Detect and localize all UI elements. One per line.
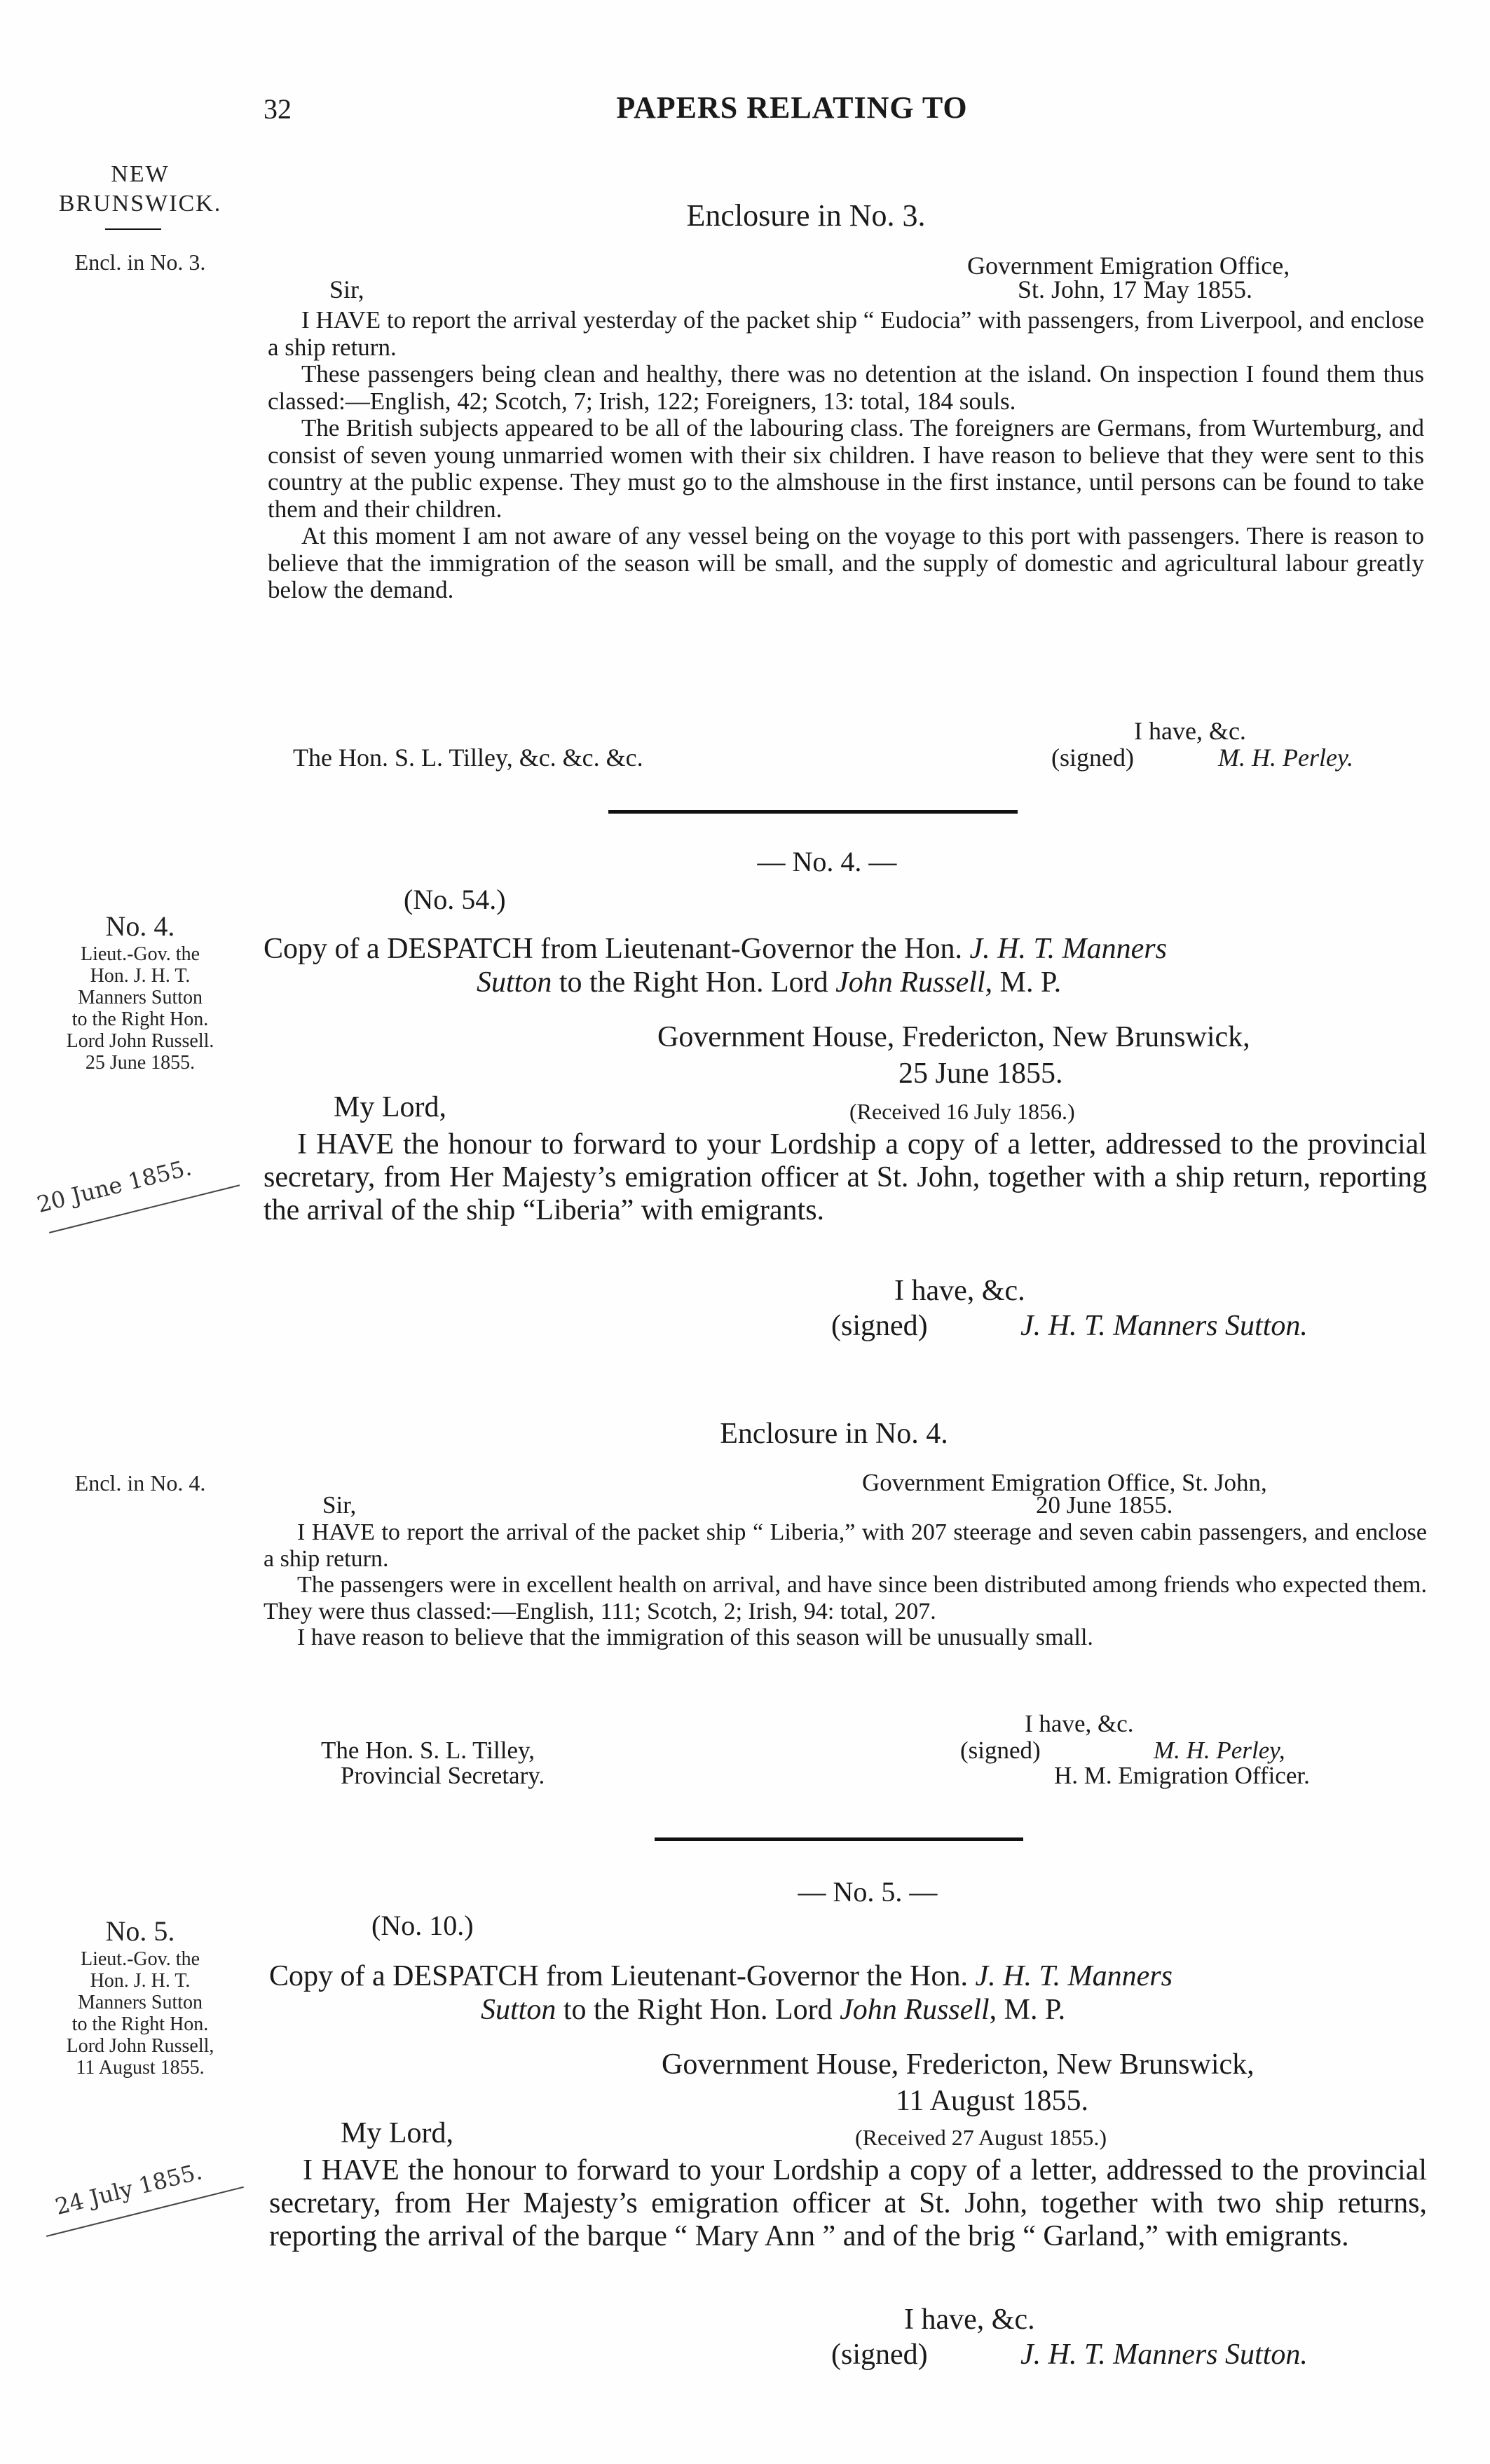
enclosure3-body	[268, 307, 1424, 604]
enclosure4-addressee2: Provincial Secretary.	[341, 1762, 545, 1789]
enclosure3-salutation: Sir,	[329, 275, 364, 303]
sidenote-no5-line: to the Right Hon.	[71, 2013, 209, 2035]
sidenote-no4-line: Lieut.-Gov. the	[80, 943, 200, 965]
enclosure4-body	[264, 1519, 1427, 1651]
sidenote-divider	[105, 228, 161, 230]
paragraph: These passengers being clean and healthy, there was no detention at the island. On inspection I found them thus classed:—English, 42; Scotch, 7; Irish, 122; Foreigners, 13: total, 184 souls.	[268, 360, 1424, 415]
no5-ref: (No. 10.)	[371, 1910, 474, 1941]
enclosure3-place-date: St. John, 17 May 1855.	[1018, 275, 1253, 303]
enclosure3-heading: Enclosure in No. 3.	[686, 198, 926, 233]
no5-place: Government House, Fredericton, New Brunswick,	[662, 2048, 1255, 2081]
no4-date: 25 June 1855.	[898, 1058, 1063, 1090]
no4-received: (Received 16 July 1856.)	[849, 1099, 1075, 1124]
no4-heading: — No. 4. —	[757, 846, 897, 877]
enclosure3-office: Government Emigration Office,	[967, 252, 1290, 280]
no4-place: Government House, Fredericton, New Brunswick,	[657, 1021, 1250, 1053]
enclosure4-heading: Enclosure in No. 4.	[720, 1418, 948, 1450]
no4-title-text: to the Right Hon. Lord	[552, 966, 836, 999]
no5-date: 11 August 1855.	[896, 2085, 1088, 2117]
signature-text: J. H. T. Manners Sutton.	[1020, 1310, 1308, 1342]
pencil-note-no5: 24 July 1855.	[52, 2158, 205, 2220]
no5-heading: — No. 5. —	[798, 1876, 938, 1908]
no5-title-name: J. H. T. Manners	[975, 1960, 1173, 1992]
no5-salutation: My Lord,	[341, 2117, 453, 2149]
enclosure4-salutation: Sir,	[322, 1491, 357, 1519]
enclosure3-signed: (signed)	[1051, 744, 1134, 772]
sidenote-no5-line: Lord John Russell,	[66, 2035, 214, 2057]
no4-title-name: Sutton	[477, 966, 552, 999]
no4-title-text: , M. P.	[985, 966, 1062, 999]
enclosure4-signature	[1154, 1737, 1285, 1765]
no4-title-name: John Russell	[835, 966, 985, 999]
sidenote-no4-line: to the Right Hon.	[71, 1008, 209, 1030]
sidenote-no5-title: No. 5.	[105, 1915, 175, 1947]
sidenote-no4-title: No. 4.	[105, 910, 175, 942]
enclosure4-office: Government Emigration Office, St. John,	[862, 1469, 1267, 1496]
no5-title-text: , M. P.	[989, 1994, 1066, 2026]
paragraph: The passengers were in excellent health on arrival, and have since been distributed among friends who expected them. They were thus classed:—English, 111; Scotch, 2; Irish, 94: total, 207.	[264, 1572, 1427, 1624]
no4-title-line2	[477, 966, 1061, 999]
enclosure3-closing: I have, &c.	[1134, 717, 1246, 745]
no5-title-text: Copy of a DESPATCH from Lieutenant-Governor the Hon.	[269, 1960, 976, 1992]
sidenote-no4-line: Lord John Russell.	[66, 1030, 214, 1052]
sidenote-no5	[28, 1948, 252, 2079]
signature-text: M. H. Perley,	[1154, 1737, 1285, 1764]
paragraph: I HAVE to report the arrival of the packet ship “ Liberia,” with 207 steerage and seven cabin passengers, and enclose a ship return.	[264, 1519, 1427, 1572]
no5-signature	[1020, 2338, 1308, 2371]
sidenote-no5-line: 11 August 1855.	[76, 2057, 205, 2079]
no5-closing: I have, &c.	[904, 2304, 1035, 2336]
no4-title-text: Copy of a DESPATCH from Lieutenant-Governor the Hon.	[264, 933, 970, 965]
section-rule	[655, 1837, 1023, 1841]
running-title: PAPERS RELATING TO	[616, 90, 968, 125]
no5-title-line1	[269, 1959, 1173, 1993]
sidenote-encl3: Encl. in No. 3.	[74, 249, 206, 275]
paragraph: I HAVE the honour to forward to your Lordship a copy of a letter, addressed to the provincial secretary, from Her Majesty’s emigration officer at St. John, together with a ship return, reporting the arrival of the ship “Liberia” with emigrants.	[264, 1128, 1427, 1226]
no4-closing: I have, &c.	[894, 1275, 1025, 1307]
paragraph: At this moment I am not aware of any vessel being on the voyage to this port with passengers. There is reason to believe that the immigration of the season will be small, and the supply of domestic and agricultural labour greatly below the demand.	[268, 522, 1424, 603]
no4-title-line1	[264, 932, 1167, 966]
paragraph: I have reason to believe that the immigration of this season will be unusually small.	[297, 1624, 1093, 1650]
enclosure4-addressee1: The Hon. S. L. Tilley,	[321, 1737, 535, 1764]
no4-title-name: J. H. T. Manners	[969, 933, 1167, 965]
no4-ref: (No. 54.)	[404, 884, 506, 915]
enclosure3-signature	[1218, 743, 1353, 772]
enclosure4-date: 20 June 1855.	[1036, 1491, 1173, 1519]
paragraph: I HAVE the honour to forward to your Lordship a copy of a letter, addressed to the provincial secretary, from Her Majesty’s emigration officer at St. John, together with two ship returns, reporting the arrival of the barque “ Mary Ann ” and of the brig “ Garland,” with emigrants.	[269, 2154, 1427, 2252]
signature-text: J. H. T. Manners Sutton.	[1020, 2339, 1308, 2371]
no5-title-line2	[481, 1993, 1065, 2027]
signature-text: M. H. Perley.	[1218, 744, 1353, 772]
paragraph: I HAVE to report the arrival yesterday of the packet ship “ Eudocia” with passengers, from Liverpool, and enclose a ship return.	[268, 306, 1424, 361]
enclosure4-closing: I have, &c.	[1025, 1710, 1134, 1737]
no4-signature	[1020, 1309, 1308, 1343]
paragraph: The British subjects appeared to be all of the labouring class. The foreigners are Germans, from Wurtemburg, and consist of seven young unmarried women with their six children. I have reason to believe that they were sent to this country at the public expense. They must go to the almshouse in the first instance, until persons can be found to take them and their children.	[268, 414, 1424, 523]
pencil-note-no4: 20 June 1855.	[34, 1154, 194, 1218]
no5-title-text: to the Right Hon. Lord	[556, 1994, 840, 2026]
sidenote-no5-line: Hon. J. H. T.	[90, 1970, 191, 1992]
sidenote-no4	[28, 943, 252, 1074]
enclosure4-officer: H. M. Emigration Officer.	[1054, 1762, 1310, 1789]
sidenote-no5-line: Lieut.-Gov. the	[80, 1948, 200, 1970]
no5-title-name: Sutton	[481, 1994, 556, 2026]
no5-body	[269, 2154, 1427, 2253]
no5-received: (Received 27 August 1855.)	[855, 2125, 1107, 2150]
enclosure3-addressee: The Hon. S. L. Tilley, &c. &c. &c.	[293, 744, 643, 772]
section-rule	[608, 810, 1018, 814]
no5-signed: (signed)	[831, 2339, 928, 2371]
sidenote-province	[39, 160, 242, 219]
sidenote-no4-line: 25 June 1855.	[85, 1052, 196, 1074]
enclosure4-signed: (signed)	[960, 1737, 1041, 1764]
no4-signed: (signed)	[831, 1310, 928, 1342]
sidenote-no4-line: Hon. J. H. T.	[90, 965, 191, 987]
page-number: 32	[264, 93, 292, 125]
no4-salutation: My Lord,	[334, 1091, 446, 1123]
sidenote-no5-line: Manners Sutton	[77, 1992, 203, 2013]
sidenote-encl4: Encl. in No. 4.	[74, 1470, 206, 1495]
no4-body	[264, 1128, 1427, 1227]
sidenote-no4-line: Manners Sutton	[77, 987, 203, 1008]
sidenote-province-text: NEW BRUNSWICK.	[58, 161, 222, 217]
no5-title-name: John Russell	[840, 1994, 990, 2026]
